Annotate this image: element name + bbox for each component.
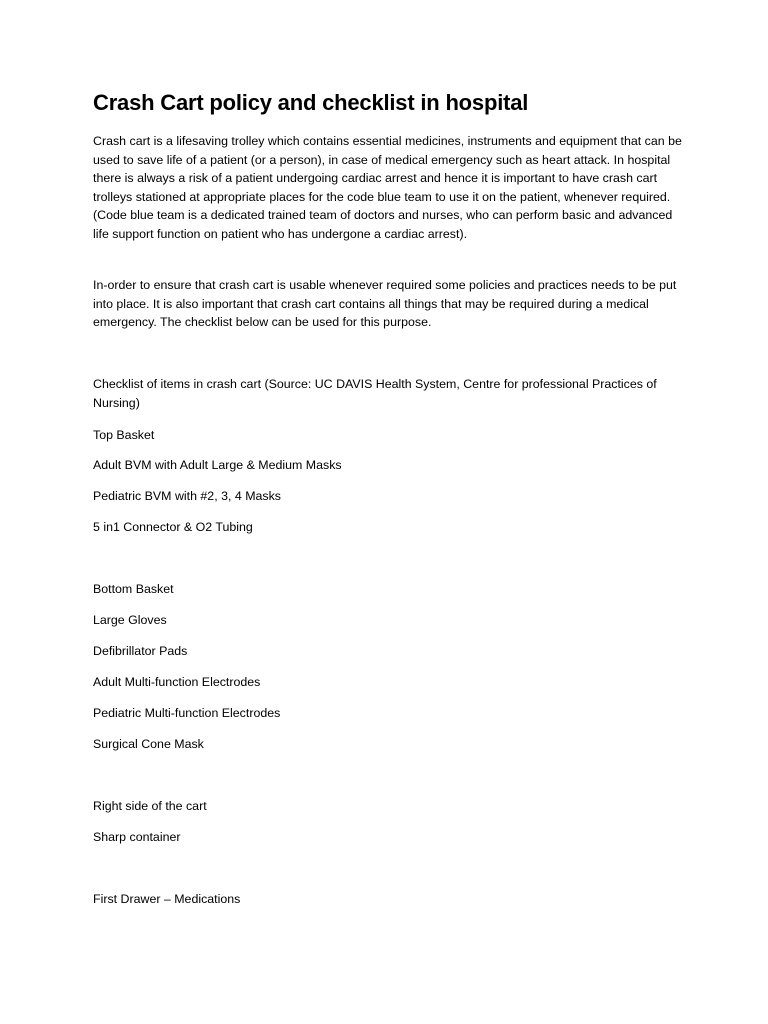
list-item: Pediatric Multi-function Electrodes (93, 706, 281, 720)
policy-paragraph: In-order to ensure that crash cart is usable whenever required some policies and practices needs to be put into place. It is also important that crash cart contains all things that may be required during a medical emergency. The checklist below can be used for this purpose. (93, 278, 677, 330)
list-item: Large Gloves (93, 613, 167, 627)
list-item: 5 in1 Connector & O2 Tubing (93, 520, 253, 534)
document-title: Crash Cart policy and checklist in hospital (93, 90, 529, 115)
list-item: Sharp container (93, 830, 181, 844)
list-item: Pediatric BVM with #2, 3, 4 Masks (93, 489, 281, 503)
section-heading-first-drawer: First Drawer – Medications (93, 892, 241, 906)
checklist-intro: Checklist of items in crash cart (Source: UC DAVIS Health System, Centre for professional Practices of Nursing) (93, 377, 657, 410)
section-heading-top-basket: Top Basket (93, 428, 155, 442)
list-item: Defibrillator Pads (93, 644, 188, 658)
list-item: Adult BVM with Adult Large & Medium Masks (93, 458, 342, 472)
list-item: Surgical Cone Mask (93, 737, 204, 751)
section-heading-right-side: Right side of the cart (93, 799, 207, 813)
section-heading-bottom-basket: Bottom Basket (93, 582, 174, 596)
intro-paragraph: Crash cart is a lifesaving trolley which contains essential medicines, instruments and equipment that can be used to save life of a patient (or a person), in case of medical emergency such as heart attack. In hospital there is always a risk of a patient undergoing cardiac arrest and hence it is important to have crash cart trolleys stationed at appropriate places for the code blue team to use it on the patient, whenever required. (Code blue team is a dedicated trained team of doctors and nurses, who can perform basic and advanced life support function on patient who has undergone a cardiac arrest). (93, 134, 682, 241)
list-item: Adult Multi-function Electrodes (93, 675, 261, 689)
